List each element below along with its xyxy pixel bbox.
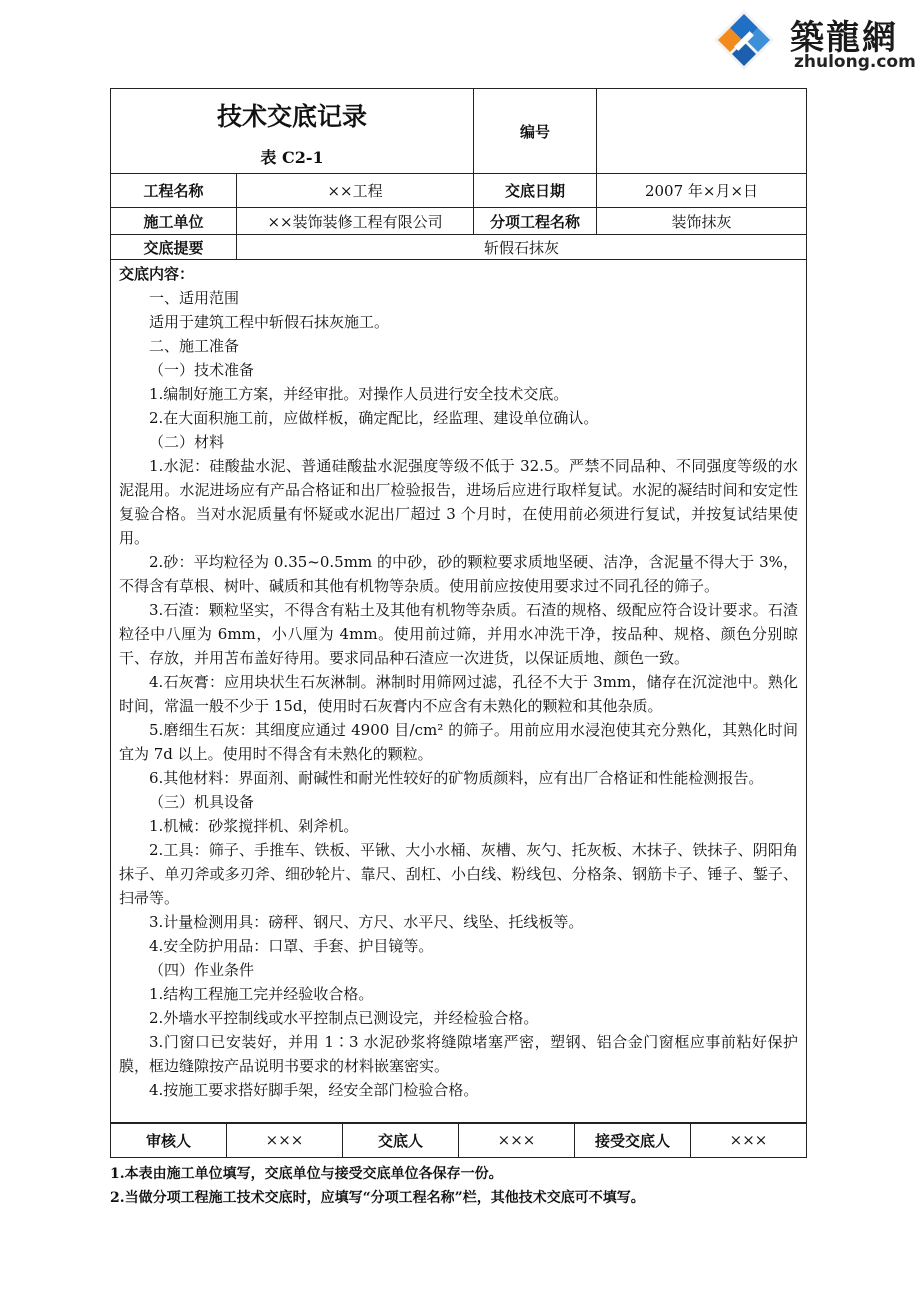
content-line: 3.石渣：颗粒坚实，不得含有粘土及其他有机物等杂质。石渣的规格、级配应符合设计要求。石渣粒径中八厘为 6mm，小八厘为 4mm。使用前过筛，并用水冲洗干净，按品种、规格、颜色分别晾干、存放，并用苫布盖好待用。要求同品种石渣应一次进货，以保证质地、颜色一致。: [119, 601, 799, 667]
content-line: 适用于建筑工程中斩假石抹灰施工。: [149, 313, 390, 331]
content-line: 6.其他材料：界面剂、耐碱性和耐光性较好的矿物质颜料，应有出厂合格证和性能检测报告。: [149, 769, 764, 787]
site-logo: [706, 4, 916, 76]
discloser-field[interactable]: ×××: [459, 1123, 575, 1158]
page-title: 技术交底记录: [217, 101, 368, 131]
content-line: 4.石灰膏：应用块状生石灰淋制。淋制时用筛网过滤，孔径不大于 3mm，储存在沉淀池中。熟化时间，常温一般不少于 15d，使用时石灰膏内不应含有未熟化的颗粒和其他杂质。: [119, 673, 799, 715]
project-name-field[interactable]: ××工程: [237, 174, 474, 208]
content-line: 3.门窗口已安装好，并用 1∶3 水泥砂浆将缝隙堵塞严密，塑钢、铝合金门窗框应事前粘好保护膜，框边缝隙按产品说明书要求的材料嵌塞密实。: [119, 1033, 799, 1075]
number-field[interactable]: [597, 89, 807, 174]
content-cell: [111, 260, 807, 1124]
form-number: 表 C2-1: [260, 147, 324, 167]
logo-domain: zhulong.com: [794, 52, 916, 72]
company-field[interactable]: ××装饰装修工程有限公司: [237, 208, 474, 235]
content-line: （三）机具设备: [149, 793, 255, 811]
content-heading: 交底内容：: [119, 265, 195, 283]
content-line: 5.磨细生石灰：其细度应通过 4900 目/cm² 的筛子。用前应用水浸泡使其充分熟化，其熟化时间宜为 7d 以上。使用时不得含有未熟化的颗粒。: [119, 721, 799, 763]
content-line: 2.砂：平均粒径为 0.35~0.5mm 的中砂，砂的颗粒要求质地坚硬、洁净，含泥量不得大于 3%，不得含有草根、树叶、碱质和其他有机物等杂质。使用前应按使用要求过不同孔径的筛子。: [119, 553, 799, 595]
content-line: 3.计量检测用具：磅秤、钢尺、方尺、水平尺、线坠、托线板等。: [149, 913, 584, 931]
footnote: 1.本表由施工单位填写，交底单位与接受交底单位各保存一份。: [110, 1166, 503, 1182]
content-line: （一）技术准备: [149, 361, 255, 379]
content-line: 2.外墙水平控制线或水平控制点已测设完，并经检验合格。: [149, 1009, 539, 1027]
reviewer-field[interactable]: ×××: [227, 1123, 343, 1158]
reviewer-label: 审核人: [111, 1123, 227, 1158]
receiver-label: 接受交底人: [575, 1123, 691, 1158]
footnote: 2.当做分项工程施工技术交底时，应填写“分项工程名称”栏，其他技术交底可不填写。: [110, 1190, 645, 1206]
date-field[interactable]: 2007 年×月×日: [597, 174, 807, 208]
summary-field[interactable]: 斩假石抹灰: [237, 235, 807, 260]
content-line: 4.按施工要求搭好脚手架，经安全部门检验合格。: [149, 1081, 479, 1099]
content-line: 1.水泥：硅酸盐水泥、普通硅酸盐水泥强度等级不低于 32.5。严禁不同品种、不同强度等级的水泥混用。水泥进场应有产品合格证和出厂检验报告，进场后应进行取样复试。水泥的凝结时间和安定性复验合格。当对水泥质量有怀疑或水泥出厂超过 3 个月时，在使用前必须进行复试，并按复试结果使用。: [119, 457, 799, 547]
content-line: （四）作业条件: [149, 961, 255, 979]
subproject-field[interactable]: 装饰抹灰: [597, 208, 807, 235]
disclosure-form-table: [110, 88, 807, 1124]
number-label: 编号: [474, 89, 597, 174]
title-cell: [111, 89, 474, 174]
content-line: 2.工具：筛子、手推车、铁板、平锹、大小水桶、灰槽、灰勺、托灰板、木抹子、铁抹子、阴阳角抹子、单刃斧或多刃斧、细砂轮片、靠尺、刮杠、小白线、粉线包、分格条、钢筋卡子、锤子、錾子、扫帚等。: [119, 841, 799, 907]
content-line: 1.结构工程施工完并经验收合格。: [149, 985, 374, 1003]
date-label: 交底日期: [474, 174, 597, 208]
company-label: 施工单位: [111, 208, 237, 235]
content-line: 4.安全防护用品：口罩、手套、护目镜等。: [149, 937, 434, 955]
project-name-label: 工程名称: [111, 174, 237, 208]
signature-table: [110, 1122, 807, 1158]
logo-chinese-name: 築龍網: [790, 18, 898, 58]
zhulong-diamond-logo-icon: [712, 8, 776, 72]
discloser-label: 交底人: [343, 1123, 459, 1158]
footnotes: [110, 1162, 830, 1210]
receiver-field[interactable]: ×××: [691, 1123, 807, 1158]
content-line: 一、适用范围: [149, 289, 240, 307]
content-line: 2.在大面积施工前，应做样板，确定配比，经监理、建设单位确认。: [149, 409, 599, 427]
subproject-label: 分项工程名称: [474, 208, 597, 235]
content-line: 1.机械：砂浆搅拌机、剁斧机。: [149, 817, 359, 835]
content-line: 1.编制好施工方案，并经审批。对操作人员进行安全技术交底。: [149, 385, 569, 403]
content-line: （二）材料: [149, 433, 225, 451]
summary-label: 交底提要: [111, 235, 237, 260]
content-line: 二、施工准备: [149, 337, 240, 355]
